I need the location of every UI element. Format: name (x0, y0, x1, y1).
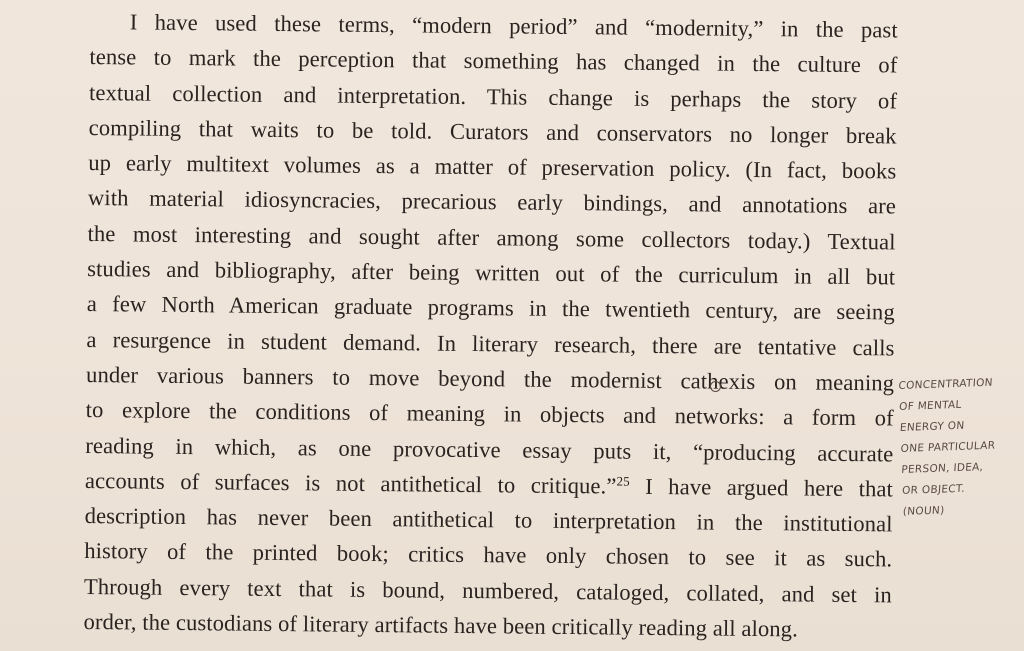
text-line: tense to mark the perception that something has changed in the culture of (89, 44, 898, 78)
text-line: textual collection and interpretation. This change is perhaps the story of (88, 79, 898, 114)
note-line: OF MENTAL (898, 398, 963, 413)
text-line: studies and bibliography, after being written out of the curriculum in all but (87, 256, 896, 290)
text-line: compiling that waits to be told. Curators and conservators no longer break (88, 114, 897, 149)
text-line: reading in which, as one provocative essay puts it, “producing accurate (85, 432, 894, 466)
text-line: order, the custodians of literary artifacts have been critically reading all along. (83, 609, 799, 642)
note-line: CONCENTRATION (897, 376, 994, 393)
footnote-reference[interactable]: 25 (616, 473, 630, 489)
text-line: description has never been antithetical to interpretation in the institutional (84, 503, 893, 537)
note-line: (NOUN) (902, 504, 945, 518)
text-segment: accounts of surfaces is not antithetical to critique.” (84, 467, 617, 499)
text-line: up early multitext volumes as a matter of preservation policy. (In fact, books (88, 150, 897, 184)
handwritten-circle-mark (710, 381, 721, 392)
text-line: a few North American graduate programs in the twentieth century, are seeing (86, 291, 895, 325)
note-line: ONE PARTICULAR (900, 439, 996, 455)
body-paragraph (83, 4, 898, 648)
text-line: history of the printed book; critics have only chosen to see it as such. (84, 538, 893, 572)
note-line: ENERGY ON (899, 419, 965, 434)
text-line: under various banners to move beyond the modernist cathexis on meaning (85, 361, 895, 396)
text-line: I have used these terms, “modern period” and “modernity,” in the past (129, 9, 898, 43)
text-line: Through every text that is bound, numbered, cataloged, collated, and set in (83, 573, 892, 608)
note-line: PERSON, IDEA, (900, 461, 984, 476)
text-line: a resurgence in student demand. In literary research, there are tentative calls (86, 326, 895, 361)
text-segment: I have argued here that (629, 473, 894, 502)
handwritten-margin-note (898, 372, 1024, 523)
text-line: to explore the conditions of meaning in objects and networks: a form of (85, 397, 894, 431)
note-line: OR OBJECT. (901, 482, 966, 497)
text-line: with material idiosyncracies, precarious early bindings, and annotations are (87, 185, 897, 219)
text-line: the most interesting and sought after among some collectors today.) Textual (87, 220, 896, 255)
